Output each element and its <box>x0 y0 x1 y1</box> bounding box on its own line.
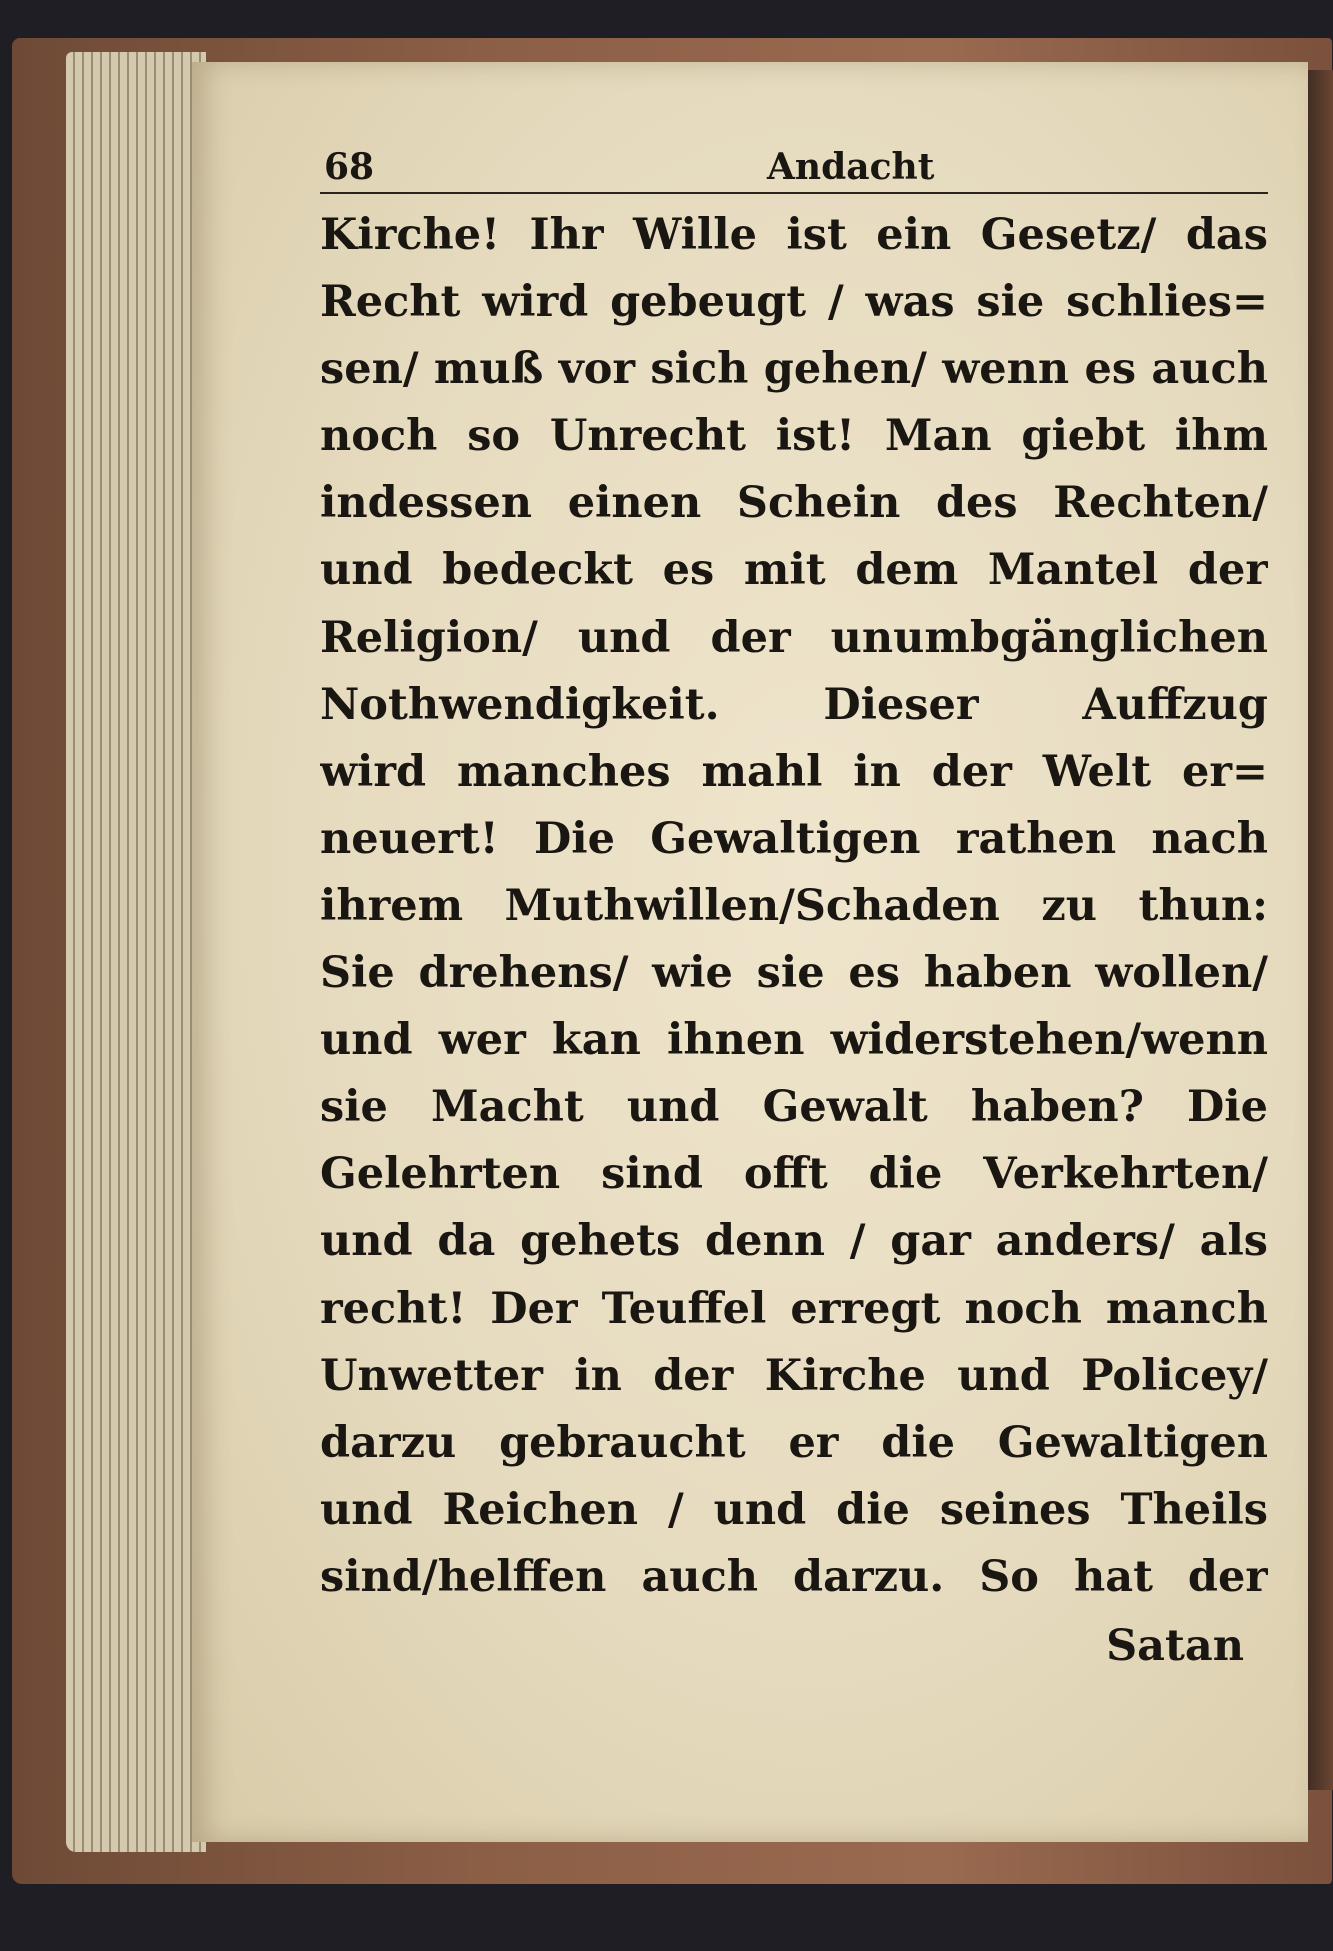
text-line: und da gehets denn / gar anders/ als <box>320 1216 1268 1267</box>
catchword: Satan <box>1106 1620 1244 1671</box>
text-line: Sie drehens/ wie sie es haben wollen/ <box>320 948 1268 999</box>
text-line: noch so Unrecht ist! Man giebt ihm <box>320 411 1268 462</box>
page-number: 68 <box>324 146 375 188</box>
page-block-edges <box>66 52 206 1852</box>
text-line: Unwetter in der Kirche und Policey/ <box>320 1350 1268 1401</box>
book-spine-edge <box>1305 70 1333 1790</box>
text-line: neuert! Die Gewaltigen rathen nach <box>320 813 1268 864</box>
page-text-block <box>320 140 1268 1681</box>
running-head <box>320 140 1268 194</box>
text-line: indessen einen Schein des Rechten/ <box>320 478 1268 529</box>
text-line: recht! Der Teuffel erregt noch manch <box>320 1283 1268 1334</box>
text-line: Nothwendigkeit. Dieser Auffzug <box>320 679 1268 730</box>
text-line: Religion/ und der unumbgänglichen <box>320 612 1268 663</box>
text-line: Gelehrten sind offt die Verkehrten/ <box>320 1149 1268 1200</box>
text-line: sind/helffen auch darzu. So hat der <box>320 1551 1268 1602</box>
text-line: sie Macht und Gewalt haben? Die <box>320 1082 1268 1133</box>
text-line: und bedeckt es mit dem Mantel der <box>320 545 1268 596</box>
text-line: darzu gebraucht er die Gewaltigen <box>320 1417 1268 1468</box>
text-line: ihrem Muthwillen/Schaden zu thun: <box>320 880 1268 931</box>
running-title: Andacht <box>767 146 935 188</box>
text-line: und Reichen / und die seines Theils <box>320 1484 1268 1535</box>
body-text <box>320 202 1268 1611</box>
text-line: sen/ muß vor sich gehen/ wenn es auch <box>320 344 1268 395</box>
text-line: Kirche! Ihr Wille ist ein Gesetz/ das <box>320 210 1268 260</box>
text-line: Recht wird gebeugt / was sie schlies= <box>320 277 1268 328</box>
text-line: wird manches mahl in der Welt er= <box>320 746 1268 797</box>
text-line: und wer kan ihnen widerstehen/wenn <box>320 1015 1268 1066</box>
